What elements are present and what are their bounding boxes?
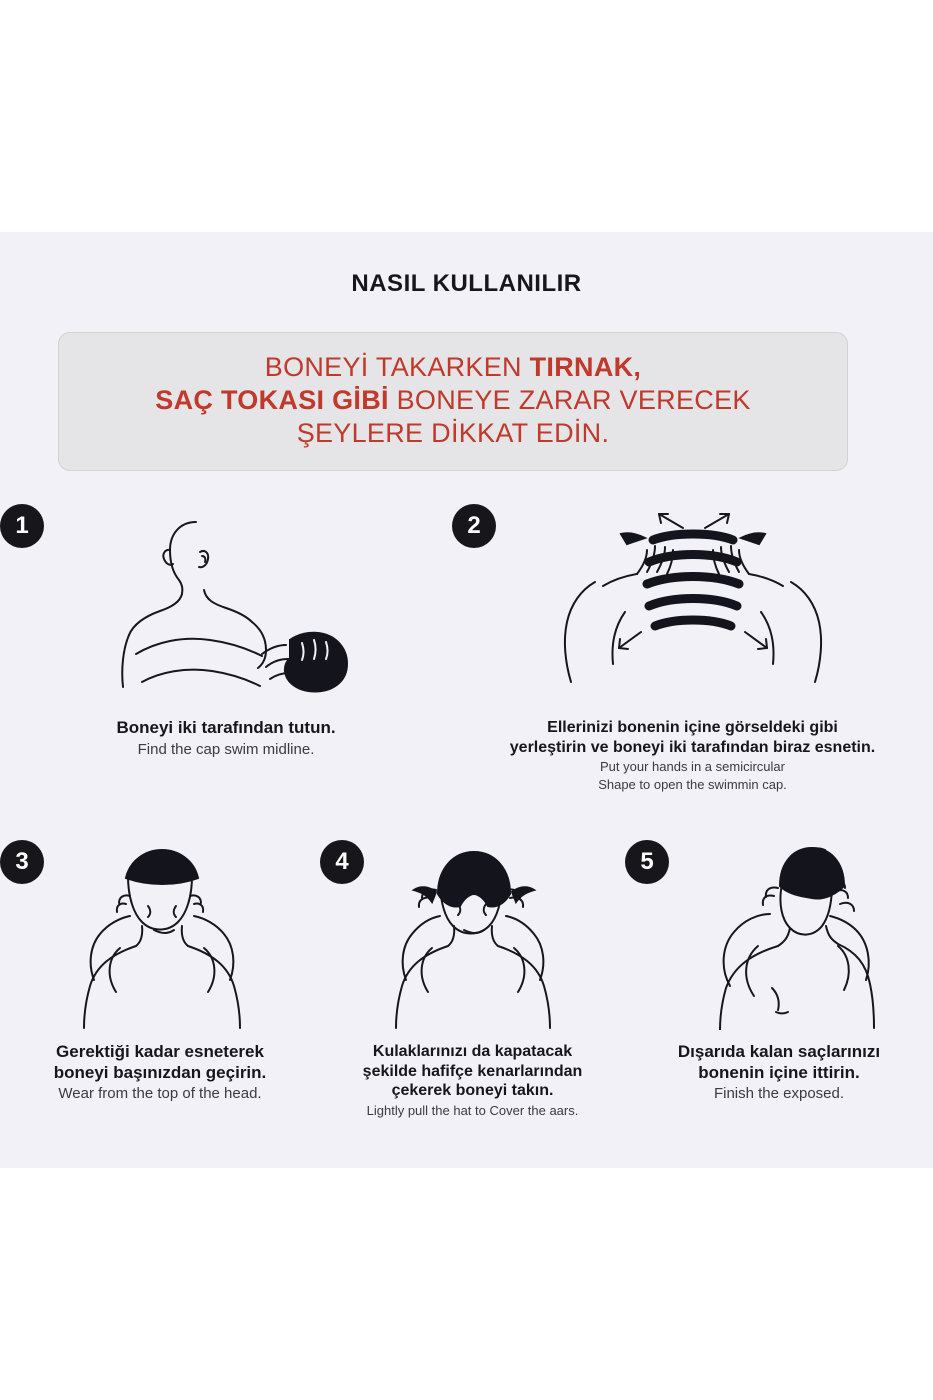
step-5-caption-en: Finish the exposed. (713, 1085, 845, 1103)
warning-line-1-bold: TIRNAK, (529, 352, 642, 382)
hands-stretching-cap-with-arrows-icon (533, 504, 853, 704)
step-3-caption-tr-1: Gerektiği kadar esneterek (56, 1042, 264, 1061)
step-4-caption-en: Lightly pull the hat to Cover the aars. (366, 1102, 579, 1118)
step-3 (0, 840, 320, 1119)
step-3-caption-tr-2: boneyi başınızdan geçirin. (53, 1062, 267, 1082)
hands-holding-swim-cap-icon (76, 504, 376, 704)
step-1-caption-en: Find the cap swim midline. (137, 740, 315, 758)
tucking-hair-into-cap-icon (654, 840, 904, 1030)
step-5-caption (625, 1042, 933, 1104)
step-5-caption-tr-1: Dışarıda kalan saçlarınızı (677, 1042, 881, 1061)
step-2-caption-en-1: Put your hands in a semicircular (600, 759, 785, 775)
step-2-caption-en-2: Shape to open the swimmin cap. (598, 777, 787, 793)
pulling-cap-edges-over-ears-icon (348, 840, 598, 1030)
infographic-panel (0, 232, 933, 1168)
step-4-caption-tr-2: şekilde hafifçe kenarlarından (362, 1062, 583, 1080)
pulling-cap-over-head-icon (30, 840, 290, 1030)
warning-line-1 (85, 351, 821, 384)
step-2 (452, 504, 933, 793)
step-5-number: 5 (625, 840, 669, 884)
step-5-caption-tr-2: bonenin içine ittirin. (698, 1062, 860, 1082)
step-2-caption-tr-1: Ellerinizi bonenin içine görseldeki gibi (547, 719, 838, 736)
step-4-number: 4 (320, 840, 364, 884)
warning-line-2 (85, 384, 821, 417)
warning-callout (58, 332, 848, 471)
step-2-number: 2 (452, 504, 496, 548)
step-4 (320, 840, 625, 1119)
steps-row-bottom (0, 840, 933, 1119)
step-2-caption-tr-2: yerleştirin ve boneyi iki tarafından biraz esnetin. (509, 738, 876, 756)
warning-line-3: ŞEYLERE DİKKAT EDİN. (296, 417, 610, 448)
step-3-caption (0, 1042, 320, 1104)
step-1-caption-tr: Boneyi iki tarafından tutun. (116, 718, 336, 737)
step-4-caption (320, 1042, 625, 1119)
warning-line-1-plain: BONEYİ TAKARKEN (264, 352, 530, 382)
step-1-caption (0, 718, 452, 759)
step-4-caption-tr-1: Kulaklarınızı da kapatacak (372, 1043, 573, 1060)
step-5 (625, 840, 933, 1119)
warning-line-2-bold: SAÇ TOKASI GİBİ (155, 384, 389, 415)
steps-row-top (0, 504, 933, 793)
step-3-number: 3 (0, 840, 44, 884)
step-1 (0, 504, 452, 793)
warning-line-2-plain: BONEYE ZARAR VERECEK (388, 384, 751, 415)
step-2-caption (452, 718, 933, 793)
step-1-number: 1 (0, 504, 44, 548)
step-4-caption-tr-3: çekerek boneyi takın. (391, 1082, 554, 1100)
step-3-caption-en: Wear from the top of the head. (58, 1085, 262, 1103)
page-title: NASIL KULLANILIR (351, 270, 582, 297)
